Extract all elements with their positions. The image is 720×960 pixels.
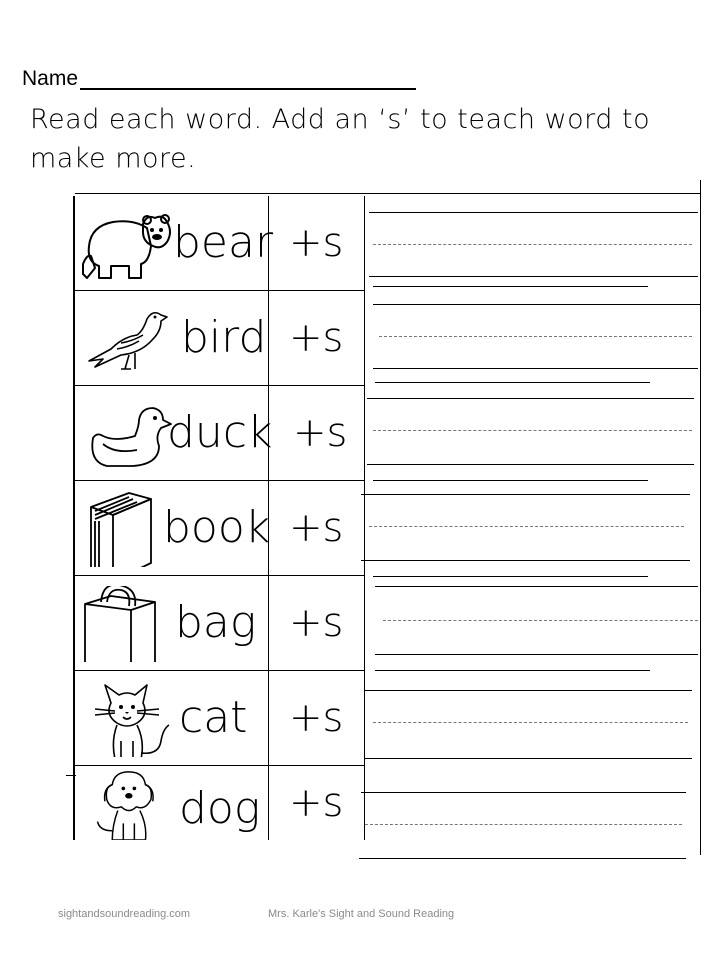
grid-top-line: [75, 193, 701, 194]
word-label: cat: [179, 692, 248, 743]
plus-cell: [269, 671, 365, 765]
word-cell: [75, 386, 273, 480]
bear-icon: [81, 206, 173, 282]
name-label: Name: [22, 67, 79, 90]
plus-s-label: +s: [289, 695, 344, 741]
word-label: bird: [181, 312, 267, 363]
plus-cell: [269, 481, 365, 575]
instruction-line-2: make more.: [30, 143, 197, 174]
writing-lines[interactable]: [365, 684, 698, 772]
plus-s-label: +s: [289, 780, 344, 826]
word-cell: [75, 766, 269, 840]
word-cell: [75, 291, 269, 385]
plus-cell: [269, 576, 365, 670]
plus-cell: [269, 766, 365, 840]
word-cell: [75, 576, 269, 670]
word-cell: [75, 671, 269, 765]
name-field[interactable]: [80, 66, 416, 90]
table-row: [75, 386, 365, 481]
grid-right-edge: [700, 180, 701, 855]
instruction-line-1: Read each word. Add an ‘s’ to teach word to: [30, 104, 651, 135]
plus-cell: [269, 196, 365, 290]
word-label: bear: [173, 217, 274, 268]
plus-s-label: +s: [289, 315, 344, 361]
word-cell: [75, 196, 274, 290]
bird-icon: [81, 301, 173, 377]
footer-credit: Mrs. Karle's Sight and Sound Reading: [268, 908, 455, 920]
plus-cell: [269, 291, 365, 385]
footer-website: sightandsoundreading.com: [58, 908, 191, 920]
plus-cell: [269, 386, 365, 480]
table-row: [75, 576, 365, 671]
plus-s-label: +s: [289, 220, 344, 266]
word-label: dog: [179, 783, 261, 834]
plus-s-label: +s: [289, 600, 344, 646]
writing-lines[interactable]: [365, 786, 698, 874]
word-label: bag: [175, 597, 257, 648]
plus-s-label: +s: [293, 410, 348, 456]
cat-icon: [81, 681, 173, 757]
word-cell: [75, 481, 269, 575]
instructions: [30, 100, 670, 178]
book-icon: [81, 491, 173, 567]
writing-lines[interactable]: [365, 296, 698, 384]
table-row: [75, 766, 365, 840]
dog-icon: [81, 770, 173, 840]
table-row: [75, 291, 365, 386]
writing-lines[interactable]: [365, 486, 698, 574]
writing-lines[interactable]: [365, 204, 698, 292]
name-row: [22, 62, 416, 92]
bag-icon: [81, 586, 173, 662]
word-table: [73, 196, 365, 840]
table-row: [75, 196, 365, 291]
table-row: [75, 671, 365, 766]
writing-lines[interactable]: [365, 392, 698, 480]
table-row: [75, 481, 365, 576]
word-label: duck: [167, 407, 273, 458]
plus-s-label: +s: [289, 505, 344, 551]
duck-icon: [81, 396, 173, 472]
word-label: book: [163, 502, 271, 553]
writing-lines[interactable]: [365, 580, 698, 668]
